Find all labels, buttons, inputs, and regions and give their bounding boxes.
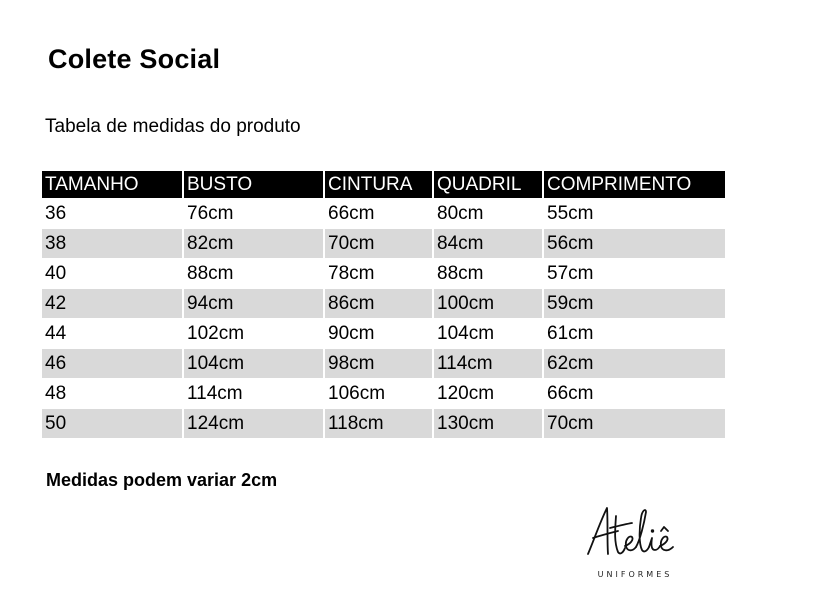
cell-quadril: 114cm [434,348,544,378]
cell-busto: 94cm [184,288,325,318]
cell-cintura: 98cm [325,348,434,378]
cell-quadril: 84cm [434,228,544,258]
header-tamanho: TAMANHO [42,171,184,198]
table-row [42,348,725,378]
header-busto: BUSTO [184,171,325,198]
cell-comprimento: 59cm [544,288,725,318]
cell-busto: 104cm [184,348,325,378]
table-row [42,408,725,438]
cell-comprimento: 56cm [544,228,725,258]
document-subtitle: Tabela de medidas do produto [45,116,301,137]
cell-quadril: 88cm [434,258,544,288]
cell-busto: 102cm [184,318,325,348]
cell-tamanho: 50 [42,408,184,438]
cell-cintura: 70cm [325,228,434,258]
document-title: Colete Social [48,44,221,74]
atelie-signature-icon [580,500,690,568]
size-table-body [42,198,725,438]
cell-comprimento: 61cm [544,318,725,348]
cell-comprimento: 55cm [544,198,725,228]
cell-busto: 82cm [184,228,325,258]
table-row [42,378,725,408]
header-comprimento: COMPRIMENTO [544,171,725,198]
cell-tamanho: 42 [42,288,184,318]
cell-busto: 114cm [184,378,325,408]
cell-busto: 76cm [184,198,325,228]
header-row [42,171,725,198]
table-row [42,258,725,288]
cell-comprimento: 70cm [544,408,725,438]
cell-comprimento: 66cm [544,378,725,408]
size-table-header [42,171,725,198]
table-row [42,198,725,228]
cell-tamanho: 44 [42,318,184,348]
size-variation-note: Medidas podem variar 2cm [46,470,278,490]
cell-cintura: 106cm [325,378,434,408]
header-cintura: CINTURA [325,171,434,198]
cell-tamanho: 38 [42,228,184,258]
cell-cintura: 78cm [325,258,434,288]
cell-tamanho: 48 [42,378,184,408]
table-row [42,228,725,258]
cell-comprimento: 62cm [544,348,725,378]
cell-cintura: 66cm [325,198,434,228]
size-table [42,171,725,438]
logo-tagline: UNIFORMES [597,570,673,579]
table-row [42,318,725,348]
header-quadril: QUADRIL [434,171,544,198]
atelie-logo [580,500,690,590]
table-row [42,288,725,318]
cell-quadril: 80cm [434,198,544,228]
cell-tamanho: 40 [42,258,184,288]
cell-cintura: 90cm [325,318,434,348]
cell-busto: 88cm [184,258,325,288]
cell-quadril: 130cm [434,408,544,438]
cell-tamanho: 46 [42,348,184,378]
cell-quadril: 120cm [434,378,544,408]
cell-busto: 124cm [184,408,325,438]
cell-tamanho: 36 [42,198,184,228]
cell-cintura: 86cm [325,288,434,318]
cell-comprimento: 57cm [544,258,725,288]
cell-quadril: 100cm [434,288,544,318]
cell-cintura: 118cm [325,408,434,438]
cell-quadril: 104cm [434,318,544,348]
